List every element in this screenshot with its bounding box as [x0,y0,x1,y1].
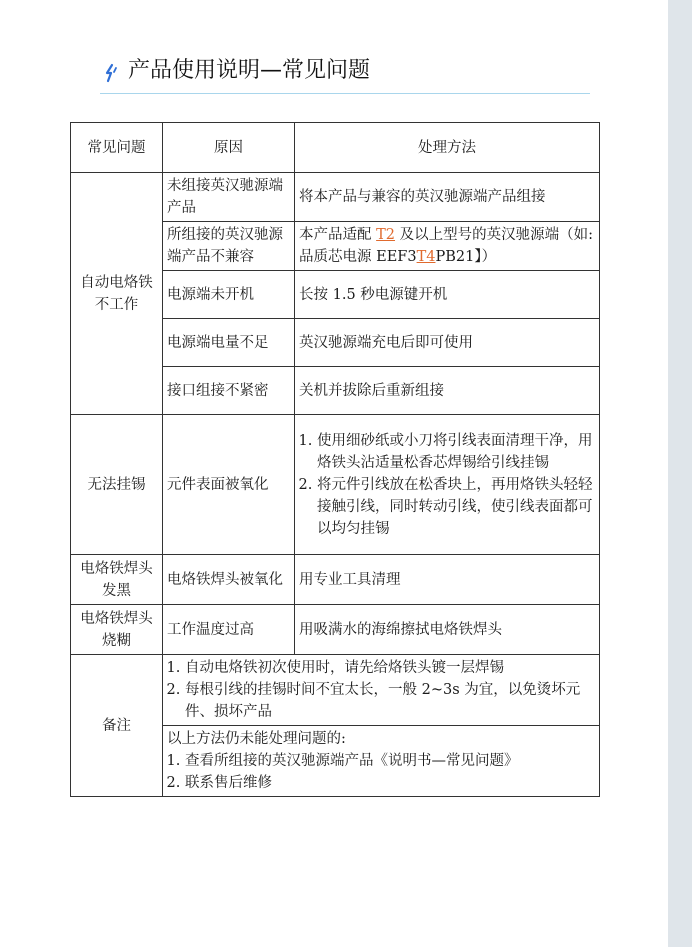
scrollbar-track[interactable] [668,0,692,947]
solution-cell: 将本产品与兼容的英汉驰源端产品组接 [295,173,600,222]
page-header [100,56,590,92]
list-item: 1. 自动电烙铁初次使用时，请先给烙铁头镀一层焊锡 [185,657,595,679]
notes-label: 备注 [71,655,163,797]
model-highlight: T4 [416,249,436,265]
problem-cell: 无法挂锡 [71,415,163,555]
problem-cell: 自动电烙铁不工作 [71,173,163,415]
cause-cell: 元件表面被氧化 [163,415,295,555]
notes-fallback [163,726,600,797]
solution-text: PB21】） [435,249,497,265]
solution-cell: 长按 1.5 秒电源键开机 [295,271,600,319]
fallback-intro: 以上方法仍未能处理问题的: [167,731,346,747]
cause-cell: 电源端电量不足 [163,319,295,367]
cause-cell: 接口组接不紧密 [163,367,295,415]
solution-cell: 用吸满水的海绵擦拭电烙铁焊头 [295,605,600,655]
notes-tips [163,655,600,726]
cause-cell: 电源端未开机 [163,271,295,319]
solution-cell [295,222,600,271]
lightning-icon [100,62,122,84]
cause-cell: 工作温度过高 [163,605,295,655]
list-item: 2. 联系售后维修 [185,772,595,794]
notes-row [71,655,600,726]
list-item: 1. 查看所组接的英汉驰源端产品《说明书—常见问题》 [185,750,595,772]
column-header-cause: 原因 [163,123,295,173]
table-row [71,173,600,222]
problem-cell: 电烙铁焊头发黑 [71,555,163,605]
table-header-row [71,123,600,173]
table-row [71,605,600,655]
fallback-list [167,750,595,794]
list-item: 1. 使用细砂纸或小刀将引线表面清理干净，用烙铁头沾适量松香芯焊锡给引线挂锡 [317,430,595,474]
page-title: 产品使用说明—常见问题 [128,58,371,83]
column-header-problem: 常见问题 [71,123,163,173]
list-item: 2. 每根引线的挂锡时间不宜太长，一般 2~3s 为宜，以免烫坏元件、损坏产品 [185,679,595,723]
faq-table [70,122,600,797]
solution-steps [299,430,595,540]
header-divider [100,93,590,94]
cause-cell: 未组接英汉驰源端产品 [163,173,295,222]
solution-cell [295,415,600,555]
solution-cell: 关机并拔除后重新组接 [295,367,600,415]
problem-cell: 电烙铁焊头烧糊 [71,605,163,655]
model-highlight: T2 [376,227,396,243]
solution-cell: 英汉驰源端充电后即可使用 [295,319,600,367]
solution-text: 本产品适配 [299,227,377,243]
solution-cell: 用专业工具清理 [295,555,600,605]
column-header-solution: 处理方法 [295,123,600,173]
list-item: 2. 将元件引线放在松香块上，再用烙铁头轻轻接触引线，同时转动引线，使引线表面都可以均匀挂锡 [317,474,595,540]
cause-cell: 所组接的英汉驰源端产品不兼容 [163,222,295,271]
cause-cell: 电烙铁焊头被氧化 [163,555,295,605]
table-row [71,415,600,555]
tips-list [167,657,595,723]
solution-text: 及以上型号的英汉驰源端（如:品质芯电源 EEF3 [299,227,594,265]
table-row [71,555,600,605]
